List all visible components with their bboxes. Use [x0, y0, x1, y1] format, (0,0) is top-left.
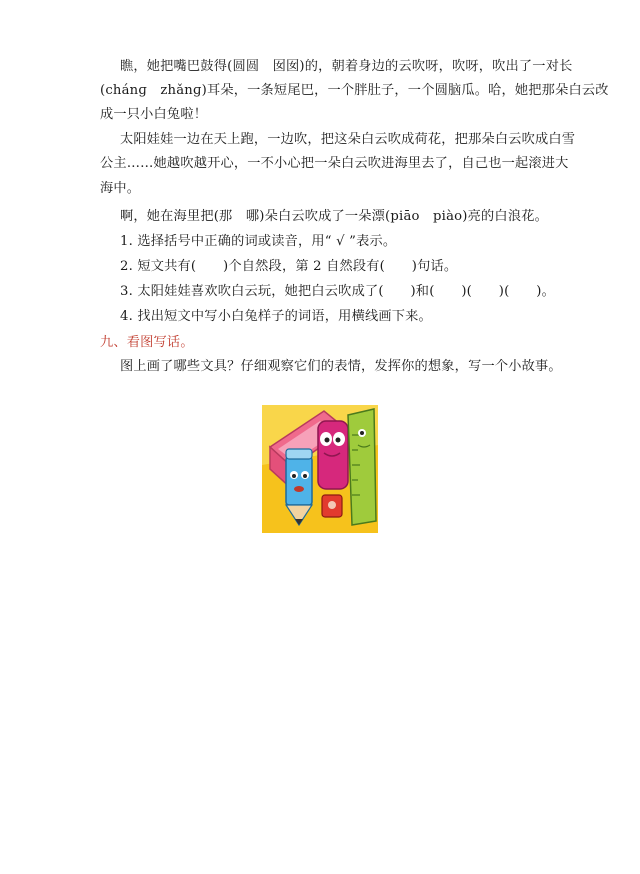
section-heading-9: 九、看图写话。	[100, 335, 194, 350]
passage-line-1: 瞧，她把嘴巴鼓得(圆圆 囡囡)的，朝着身边的云吹呀，吹呀，吹出了一对长	[120, 59, 573, 74]
passage-line-4: 太阳娃娃一边在天上跑，一边吹，把这朵白云吹成荷花，把那朵白云吹成白雪	[120, 132, 576, 147]
marker-character	[318, 421, 348, 489]
question-4: 4. 找出短文中写小白兔样子的词语，用横线画下来。	[120, 309, 432, 324]
passage-line-6: 海中。	[100, 181, 141, 196]
ruler-character	[348, 409, 376, 525]
stationery-illustration	[262, 405, 378, 533]
question-3: 3. 太阳娃娃喜欢吹白云玩，她把白云吹成了( )和( )( )( )。	[120, 284, 555, 299]
sharpener-character	[322, 495, 342, 517]
question-1: 1. 选择括号中正确的词或读音，用“ √ ”表示。	[120, 234, 397, 249]
section-9-prompt: 图上画了哪些文具？仔细观察它们的表情，发挥你的想象，写一个小故事。	[120, 359, 562, 374]
passage-line-5: 公主……她越吹越开心，一不小心把一朵白云吹进海里去了，自己也一起滚进大	[100, 156, 569, 171]
passage-line-7: 啊，她在海里把(那 哪)朵白云吹成了一朵漂(piāo piào)亮的白浪花。	[120, 209, 548, 224]
question-2: 2. 短文共有( )个自然段，第 2 自然段有( )句话。	[120, 259, 458, 274]
passage-line-3: 成一只小白兔啦！	[100, 107, 208, 122]
passage-line-2: (chánɡ zhǎnɡ)耳朵，一条短尾巴，一个胖肚子，一个圆脑瓜。哈，她把那朵白云改	[100, 83, 609, 98]
